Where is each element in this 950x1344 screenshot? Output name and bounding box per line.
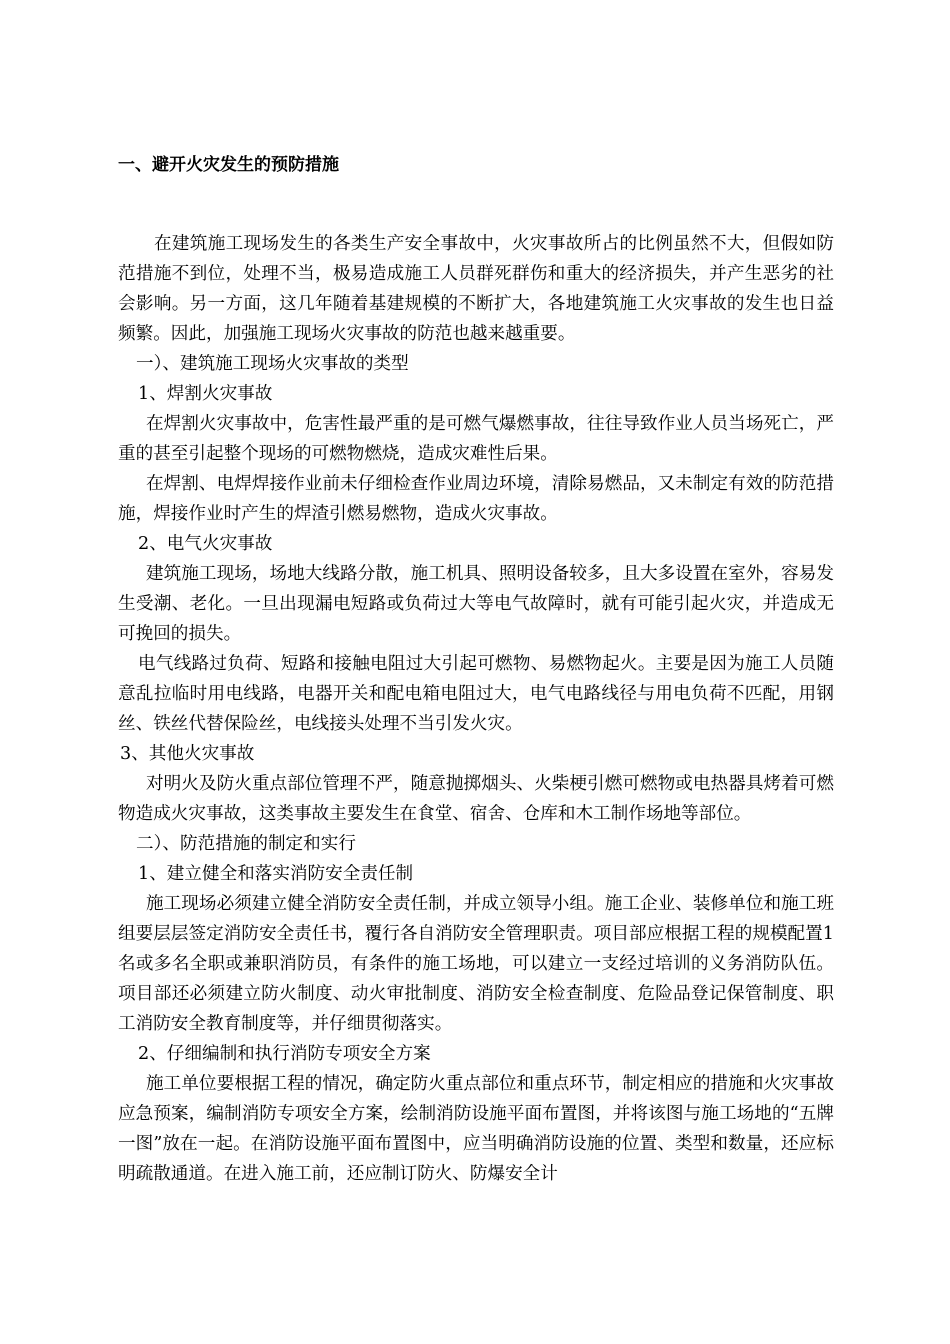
- document-body: [118, 229, 834, 1189]
- intro-paragraph: 在建筑施工现场发生的各类生产安全事故中，火灾事故所占的比例虽然不大，但假如防范措施不到位，处理不当，极易造成施工人员群死群伤和重大的经济损失，并产生恶劣的社会影响。另一方面，这几年随着基建规模的不断扩大，各地建筑施工火灾事故的发生也日益频繁。因此，加强施工现场火灾事故的防范也越来越重要。: [118, 234, 834, 344]
- paragraph-welding-fire-1: 在焊割火灾事故中，危害性最严重的是可燃气爆燃事故，往往导致作业人员当场死亡，严重的甚至引起整个现场的可燃物燃烧，造成灾难性后果。: [118, 414, 834, 464]
- document-title: 一、避开火灾发生的预防措施: [118, 155, 339, 175]
- section-heading-types: 一）、建筑施工现场火灾事故的类型: [136, 354, 409, 374]
- paragraph-electrical-fire-1: 建筑施工现场，场地大线路分散，施工机具、照明设备较多，且大多设置在室外，容易发生受潮、老化。一旦出现漏电短路或负荷过大等电气故障时，就有可能引起火灾，并造成无可挽回的损失。: [118, 564, 834, 644]
- subsection-heading-electrical-fire: 2、电气火灾事故: [138, 534, 273, 554]
- paragraph-welding-fire-2: 在焊割、电焊焊接作业前未仔细检查作业周边环境，清除易燃品，又未制定有效的防范措施，焊接作业时产生的焊渣引燃易燃物，造成火灾事故。: [118, 474, 834, 524]
- paragraph-safety-plan-1: 施工单位要根据工程的情况，确定防火重点部位和重点环节，制定相应的措施和火灾事故应急预案，编制消防专项安全方案，绘制消防设施平面布置图，并将该图与施工场地的“五牌一图”放在一起。在消防设施平面布置图中，应当明确消防设施的位置、类型和数量，还应标明疏散通道。在进入施工前，还应制订防火、防爆安全计: [118, 1074, 834, 1184]
- subsection-heading-welding-fire: 1、焊割火灾事故: [138, 384, 273, 404]
- subsection-heading-safety-plan: 2、仔细编制和执行消防专项安全方案: [138, 1044, 431, 1064]
- paragraph-electrical-fire-2: 电气线路过负荷、短路和接触电阻过大引起可燃物、易燃物起火。主要是因为施工人员随意乱拉临时用电线路，电器开关和配电箱电阻过大，电气电路线径与用电负荷不匹配，用钢丝、铁丝代替保险丝，电线接头处理不当引发火灾。: [118, 654, 834, 734]
- subsection-heading-responsibility: 1、建立健全和落实消防安全责任制: [138, 864, 414, 884]
- paragraph-other-fire-1: 对明火及防火重点部位管理不严，随意抛掷烟头、火柴梗引燃可燃物或电热器具烤着可燃物造成火灾事故，这类事故主要发生在食堂、宿舍、仓库和木工制作场地等部位。: [118, 774, 834, 824]
- subsection-heading-other-fire: 3、其他火灾事故: [120, 744, 255, 764]
- section-heading-measures: 二）、防范措施的制定和实行: [136, 834, 356, 854]
- paragraph-responsibility-1: 施工现场必须建立健全消防安全责任制，并成立领导小组。施工企业、装修单位和施工班组要层层签定消防安全责任书，覆行各自消防安全管理职责。项目部应根据工程的规模配置1名或多名全职或兼职消防员，有条件的施工场地，可以建立一支经过培训的义务消防队伍。项目部还必须建立防火制度、动火审批制度、消防安全检查制度、危险品登记保管制度、职工消防安全教育制度等，并仔细贯彻落实。: [118, 894, 834, 1034]
